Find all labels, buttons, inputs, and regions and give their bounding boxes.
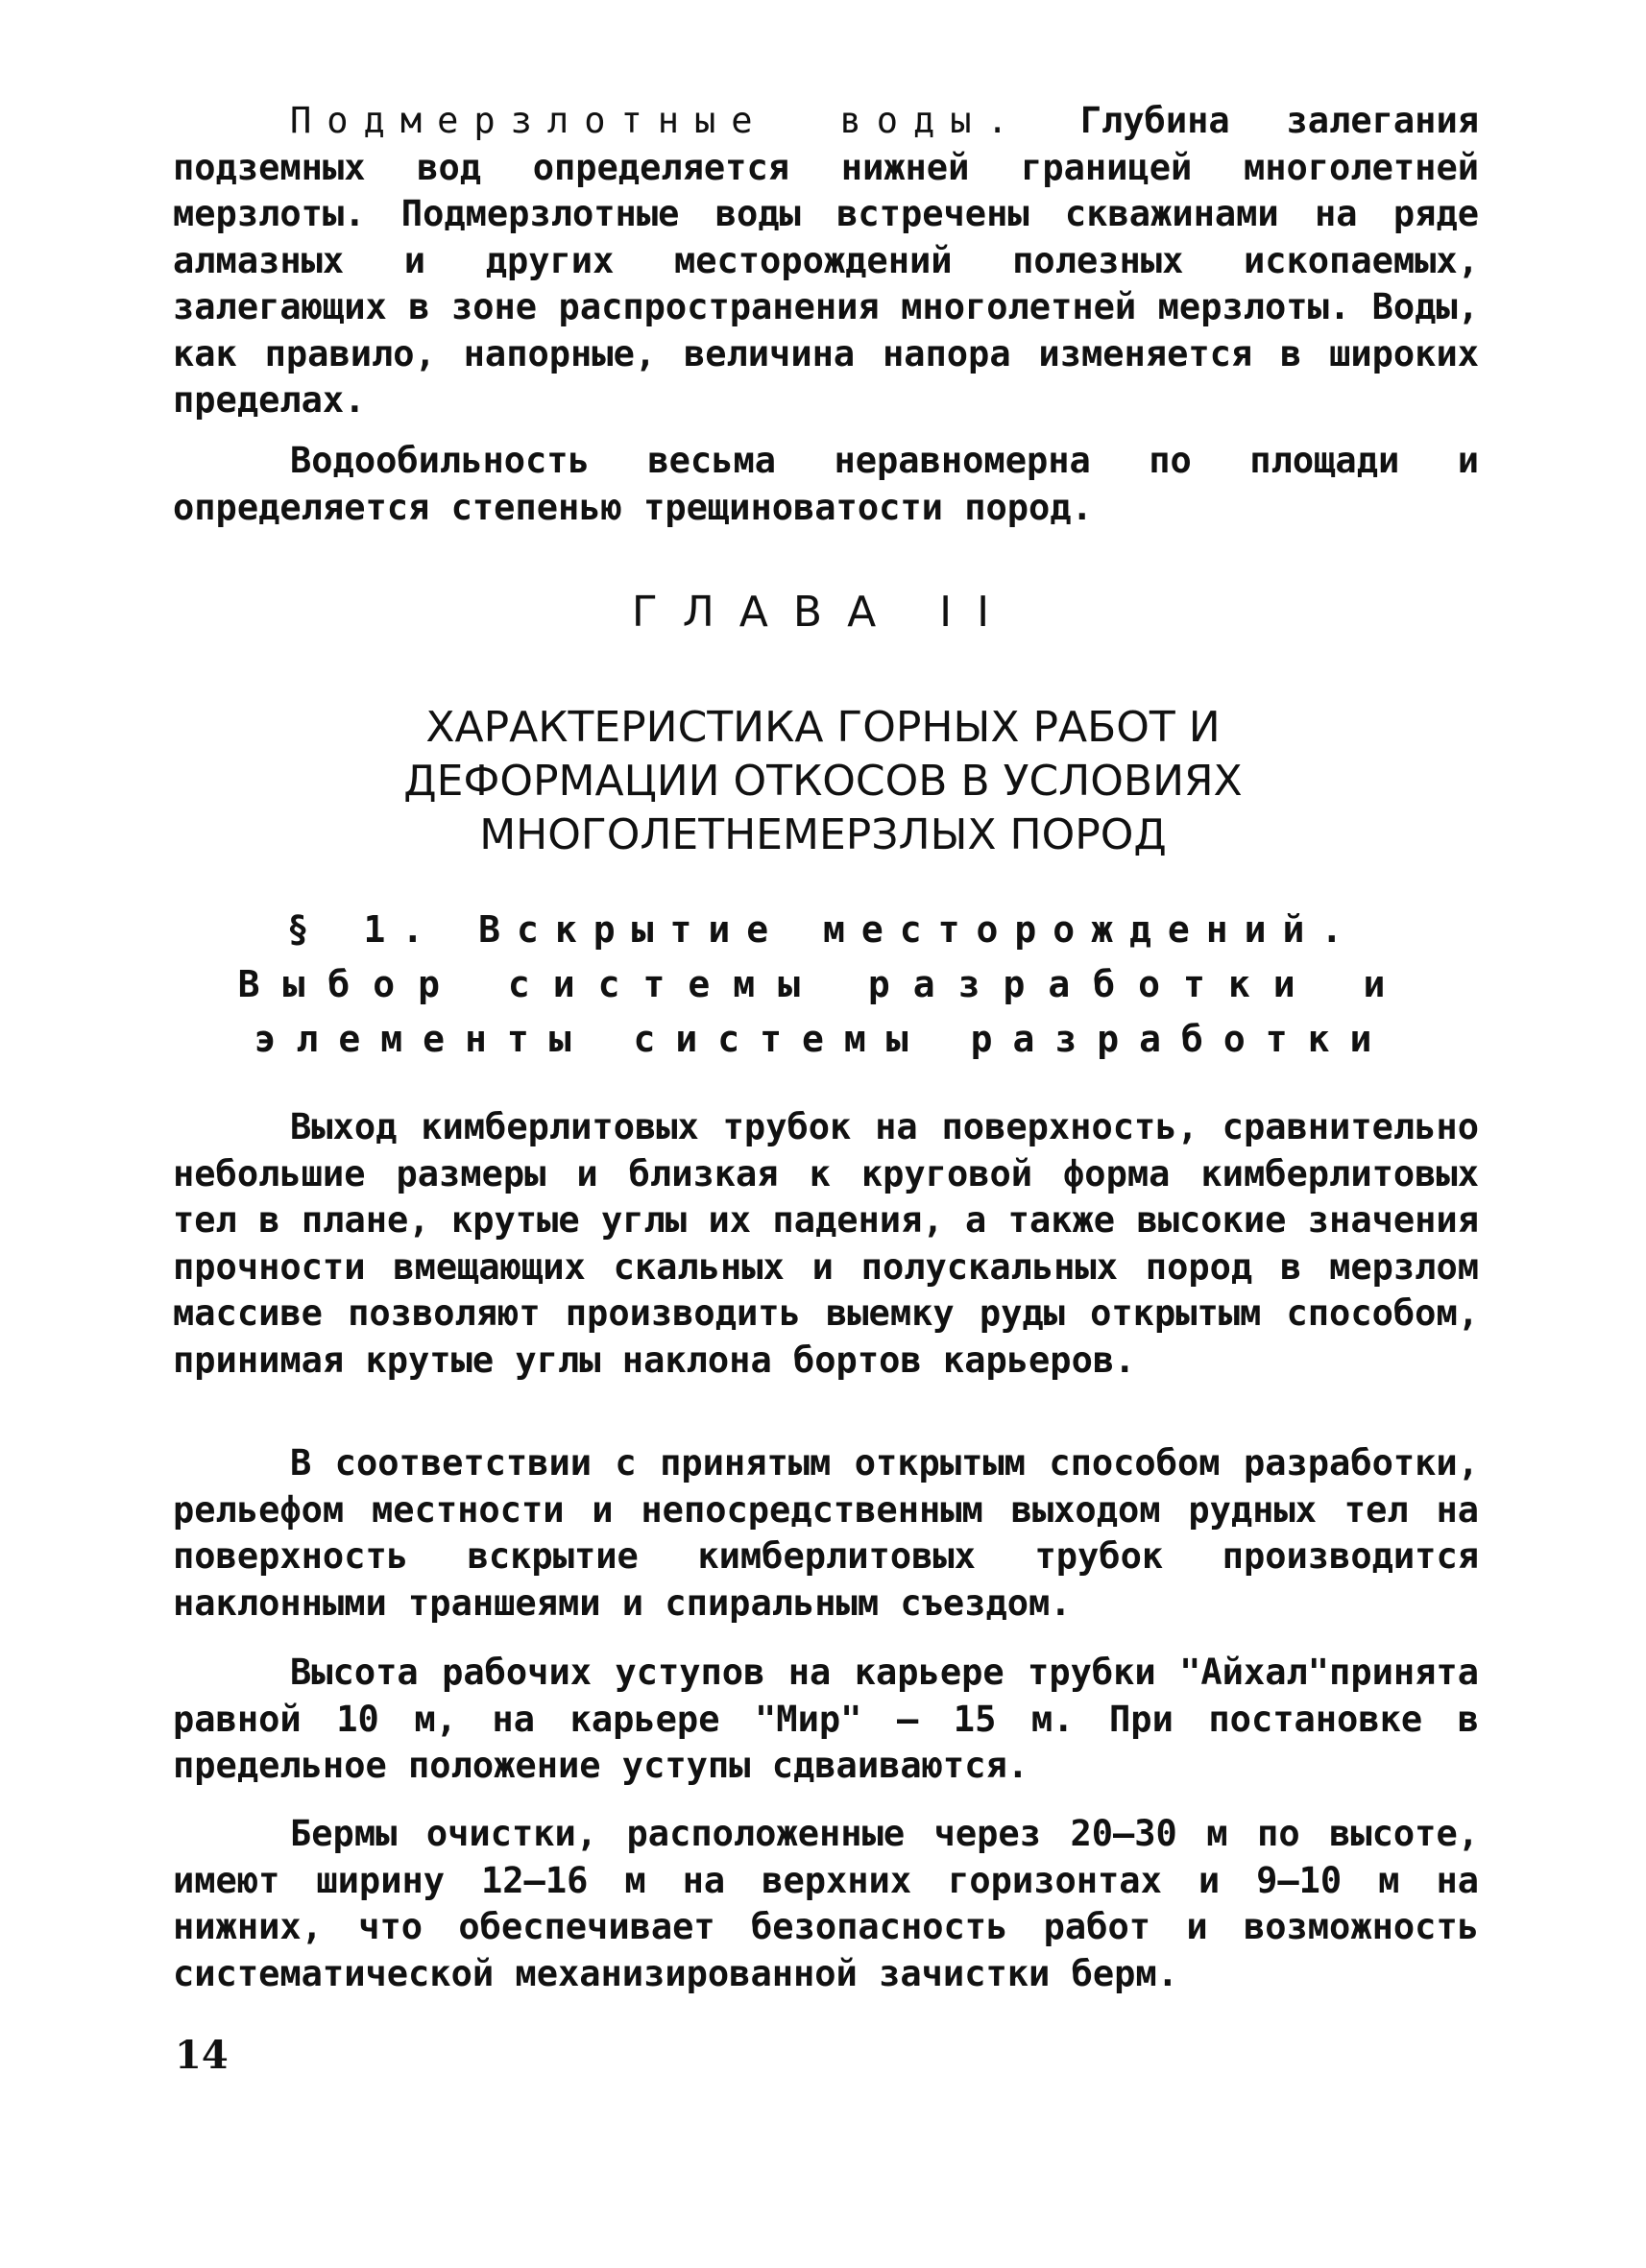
paragraph-run-heading: Подмерзлотные воды. — [290, 100, 1024, 141]
paragraph-run-body: Глубина залегания подземных вод определяется нижней границей многолетней мерзлоты. Подмерзлотные воды встречены скважинами на ряде алмазных и других месторождений полезных ископаемых, залегающих в зоне распространения многолетней мерзлоты. Воды, как правило, напорные, величина напора изменяется в широких пределах. — [173, 100, 1479, 421]
chapter-title — [0, 701, 1646, 862]
section-heading-line: Выбор системы разработки и — [237, 963, 1409, 1005]
paragraph-opening-method: В соответствии с принятым открытым способом разработки, рельефом местности и непосредственным выходом рудных тел на поверхность вскрытие кимберлитовых трубок производится наклонными траншеями и спиральным съездом. — [173, 1442, 1479, 1624]
section-heading-line: § 1. Вскрытие месторождений. — [286, 908, 1360, 951]
section-heading — [0, 903, 1646, 1067]
paragraph-water-abundance: Водообильность весьма неравномерна по площади и определяется степенью трещиноватости пород. — [173, 440, 1479, 528]
page-number: 14 — [175, 2033, 229, 2078]
chapter-title-line: МНОГОЛЕТНЕМЕРЗЛЫХ ПОРОД — [479, 810, 1167, 859]
chapter-label: ГЛАВА II — [631, 588, 1015, 637]
chapter-title-line: ХАРАКТЕРИСТИКА ГОРНЫХ РАБОТ И — [425, 703, 1221, 752]
paragraph-subpermafrost-waters — [173, 98, 1479, 424]
paragraph-kimberlite-pipes: Выход кимберлитовых трубок на поверхность, сравнительно небольшие размеры и близкая к круговой форма кимберлитовых тел в плане, крутые углы их падения, а также высокие значения прочности вмещающих скальных и полускальных пород в мерзлом массиве позволяют производить выемку руды открытым способом, принимая крутые углы наклона бортов карьеров. — [173, 1106, 1479, 1381]
paragraph-cleaning-berms: Бермы очистки, расположенные через 20–30 м по высоте, имеют ширину 12–16 м на верхних горизонтах и 9–10 м на нижних, что обеспечивает безопасность работ и возможность систематической механизированной зачистки берм. — [173, 1813, 1479, 1994]
paragraph-bench-height: Высота рабочих уступов на карьере трубки "Айхал"принята равной 10 м, на карьере "Мир" – 15 м. При постановке в предельное положение уступы сдваиваются. — [173, 1652, 1479, 1786]
section-heading-line: элементы системы разработки — [254, 1018, 1392, 1060]
chapter-title-line: ДЕФОРМАЦИИ ОТКОСОВ В УСЛОВИЯХ — [403, 757, 1243, 806]
